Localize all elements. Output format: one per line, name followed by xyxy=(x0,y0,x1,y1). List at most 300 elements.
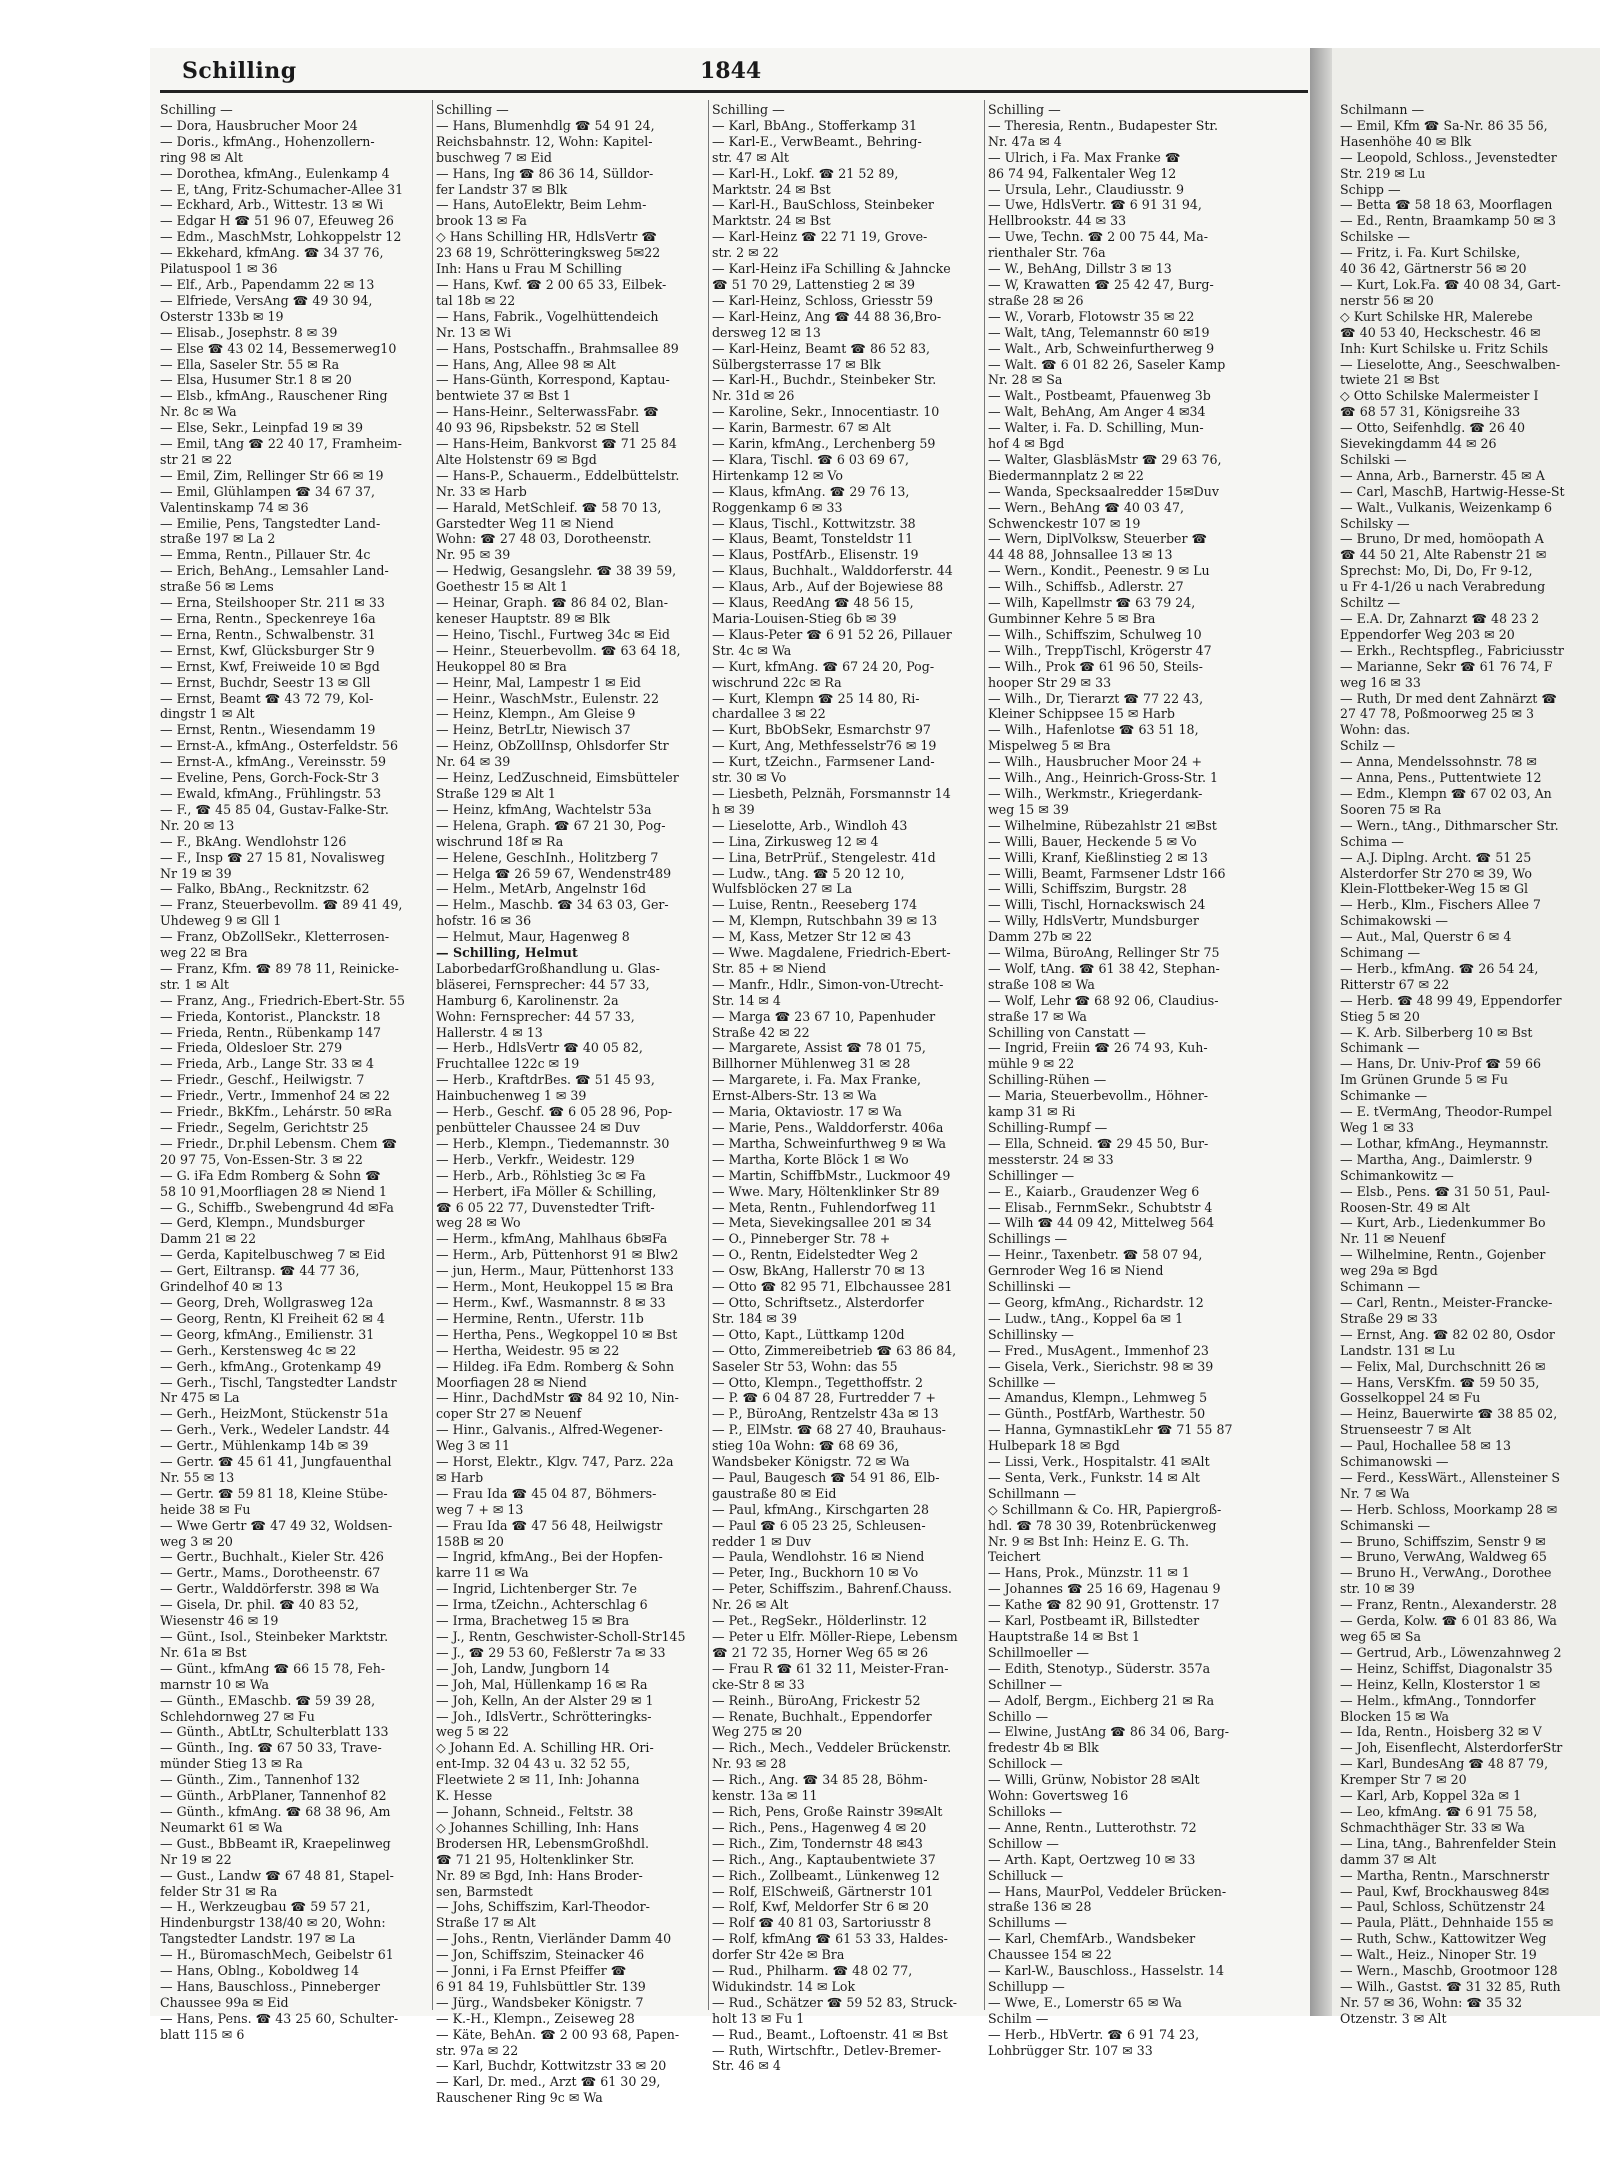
directory-entry-line: — Amandus, Klempn., Lehmweg 5 xyxy=(988,1390,1208,1406)
directory-entry-line: — Wilh., Schiffszim, Schulweg 10 xyxy=(988,626,1202,642)
directory-entry-line: Schillings — xyxy=(988,1231,1068,1247)
directory-entry-line: Kremper Str 7 ✉ 20 xyxy=(1340,1772,1467,1788)
directory-entry-line: — Herb., Klm., Fischers Allee 7 xyxy=(1340,897,1541,913)
directory-entry-line: — Karl, Arb, Koppel 32a ✉ 1 xyxy=(1340,1788,1522,1804)
directory-entry-line: — Hedwig, Gesangslehr. ☎ 38 39 59, xyxy=(436,563,677,579)
directory-entry-line: — Ludw., tAng., Koppel 6a ✉ 1 xyxy=(988,1310,1184,1326)
directory-entry-line: Chaussee 99a ✉ Eid xyxy=(160,1994,289,2010)
directory-entry-line: Str. 46 ✉ 4 xyxy=(712,2058,781,2074)
directory-entry-line: — Kurt, Arb., Liedenkummer Bo xyxy=(1340,1215,1546,1231)
directory-entry-line: stieg 10a Wohn: ☎ 68 69 36, xyxy=(712,1438,899,1454)
directory-entry-line: Tangstedter Landstr. 197 ✉ La xyxy=(160,1931,356,1947)
directory-entry-line: — Otto, Klempn., Tegetthoffstr. 2 xyxy=(712,1374,923,1390)
directory-entry-line: Schimanski — xyxy=(1340,1517,1431,1533)
directory-entry-line: — Ella, Saseler Str. 55 ✉ Ra xyxy=(160,356,340,372)
directory-entry-line: straße 56 ✉ Lems xyxy=(160,579,274,595)
directory-entry-line: — W, Krawatten ☎ 25 42 47, Burg- xyxy=(988,276,1214,292)
directory-entry-line: Wohn: ☎ 27 48 03, Dorotheenstr. xyxy=(436,531,652,547)
directory-entry-line: — E.A. Dr, Zahnarzt ☎ 48 23 2 xyxy=(1340,611,1540,626)
directory-entry-line: — Günth., PostfArb, Warthestr. 50 xyxy=(988,1406,1206,1422)
directory-entry-line: str. 1 ✉ Alt xyxy=(160,976,229,992)
directory-entry-line: messterstr. 24 ✉ 33 xyxy=(988,1151,1114,1167)
directory-entry-line: Schillock — xyxy=(988,1756,1063,1772)
directory-entry-line: — Horst, Elektr., Klgv. 747, Parz. 22a xyxy=(436,1454,674,1470)
directory-entry-line: — Georg, Rentn, Kl Freiheit 62 ✉ 4 xyxy=(160,1310,385,1326)
directory-entry-line: — Friedr., Geschf., Heilwigstr. 7 xyxy=(160,1072,365,1088)
directory-entry-line: — W., Vorarb, Flotowstr 35 ✉ 22 xyxy=(988,308,1195,324)
directory-entry-line: — Ernst-A., kfmAng., Osterfeldstr. 56 xyxy=(160,738,399,754)
directory-entry-line: Biedermannplatz 2 ✉ 22 xyxy=(988,467,1144,483)
directory-entry-line: — Lieselotte, Ang., Seeschwalben- xyxy=(1340,356,1561,372)
directory-entry-line: Weg 1 ✉ 33 xyxy=(1340,1120,1415,1135)
directory-entry-line: weg 16 ✉ 33 xyxy=(1340,674,1421,690)
directory-entry-line: — Heinz, BetrLtr, Niewisch 37 xyxy=(436,722,631,738)
directory-entry-line: — Hanna, GymnastikLehr ☎ 71 55 87 xyxy=(988,1422,1233,1438)
directory-entry-line: Schilling von Canstatt — xyxy=(988,1024,1146,1040)
directory-entry-line: sen, Barmstedt xyxy=(436,1883,533,1899)
directory-entry-line: — Ingrid, kfmAng., Bei der Hopfen- xyxy=(436,1549,663,1565)
directory-entry-line: — Heinz, Bauerwirte ☎ 38 85 02, xyxy=(1340,1406,1558,1422)
directory-entry-line: Weg 275 ✉ 20 xyxy=(712,1724,803,1740)
directory-entry-line: Schilske — xyxy=(1340,229,1410,245)
directory-entry-line: — Willi, Kranf, Kießlinstieg 2 ✉ 13 xyxy=(988,849,1208,865)
directory-entry-line: — Karl-Heinz, Schloss, Griesstr 59 xyxy=(712,292,933,308)
directory-entry-line: — Wilh., Dr, Tierarzt ☎ 77 22 43, xyxy=(988,690,1204,706)
directory-entry-line: — Doris., kfmAng., Hohenzollern- xyxy=(160,133,375,149)
directory-entry-line: straße 108 ✉ Wa xyxy=(988,976,1095,992)
directory-entry-line: blatt 115 ✉ 6 xyxy=(160,2026,245,2042)
directory-entry-line: — Irma, tZeichn., Achterschlag 6 xyxy=(436,1597,648,1613)
directory-entry-line: — Karl, ChemfArb., Wandsbeker xyxy=(988,1931,1196,1947)
directory-entry-line: — Klara, Tischl. ☎ 6 03 69 67, xyxy=(712,451,909,467)
directory-entry-line: — H., Werkzeugbau ☎ 59 57 21, xyxy=(160,1899,371,1915)
directory-entry-line: Reichsbahnstr. 12, Wohn: Kapitel- xyxy=(436,133,653,149)
directory-entry-line: — J., Rentn, Geschwister-Scholl-Str145 xyxy=(436,1629,686,1644)
directory-entry-line: — Wwe. Mary, Höltenklinker Str 89 xyxy=(712,1183,940,1199)
directory-entry-line: — Falko, BbAng., Recknitzstr. 62 xyxy=(160,881,370,897)
directory-entry-line: — Otto, Zimmereibetrieb ☎ 63 86 84, xyxy=(712,1342,957,1358)
directory-entry-line: — Gerh., Verk., Wedeler Landstr. 44 xyxy=(160,1422,390,1438)
directory-entry-line: — Erna, Steilshooper Str. 211 ✉ 33 xyxy=(160,595,385,611)
directory-entry-line: — Leo, kfmAng. ☎ 6 91 75 58, xyxy=(1340,1803,1538,1819)
directory-entry-line: — Else ☎ 43 02 14, Bessemerweg10 xyxy=(160,340,397,356)
directory-entry-line: — Klaus-Peter ☎ 6 91 52 26, Pillauer xyxy=(712,626,952,642)
directory-entry-line: Nr. 64 ✉ 39 xyxy=(436,754,511,770)
directory-entry-line: — O., Pinneberger Str. 78 + xyxy=(712,1231,891,1247)
directory-entry-line: — Hans, VersKfm. ☎ 59 50 35, xyxy=(1340,1374,1540,1390)
directory-entry-line: — Anne, Rentn., Lutterothstr. 72 xyxy=(988,1819,1197,1835)
directory-entry-line: Schilloks — xyxy=(988,1803,1063,1819)
directory-entry-line: — Wilh, Kapellmstr ☎ 63 79 24, xyxy=(988,595,1196,611)
directory-entry-line: — Hildeg. iFa Edm. Romberg & Sohn xyxy=(436,1358,675,1374)
directory-entry-line: — Manfr., Hdlr., Simon-von-Utrecht- xyxy=(712,976,944,992)
directory-entry-line: — Marie, Pens., Walddorferstr. 406a xyxy=(712,1120,944,1135)
directory-entry-line: coper Str 27 ✉ Neuenf xyxy=(436,1406,582,1422)
directory-entry-line: — Lina, BetrPrüf., Stengelestr. 41d xyxy=(712,849,936,865)
directory-entry-line: — Karl-Heinz ☎ 22 71 19, Grove- xyxy=(712,229,928,245)
directory-entry-line: — Peter, Ing., Buckhorn 10 ✉ Vo xyxy=(712,1565,919,1581)
directory-entry-line: Schilz — xyxy=(1340,738,1396,754)
directory-entry-line: weg 22 ✉ Bra xyxy=(160,945,248,961)
directory-entry-line: — Elwine, JustAng ☎ 86 34 06, Barg- xyxy=(988,1724,1230,1740)
directory-entry-line: — Klaus, ReedAng ☎ 48 56 15, xyxy=(712,595,914,611)
directory-entry-line: — Joh, Mal, Hüllenkamp 16 ✉ Ra xyxy=(436,1676,648,1692)
directory-entry-line: Schilmann — xyxy=(1340,102,1425,117)
directory-entry-line: — Günth., Zim., Tannenhof 132 xyxy=(160,1772,360,1788)
directory-entry-line: Schimann — xyxy=(1340,1279,1421,1295)
directory-entry-line: — Ida, Rentn., Hoisberg 32 ✉ V xyxy=(1340,1724,1542,1740)
directory-entry-line: Schilling — xyxy=(160,102,233,117)
directory-entry-line: Schima — xyxy=(1340,833,1404,849)
directory-entry-line: Klein-Flottbeker-Weg 15 ✉ Gl xyxy=(1340,881,1529,897)
directory-entry-line: — Gert, Eiltransp. ☎ 44 77 36, xyxy=(160,1263,360,1279)
directory-entry-line: Nr. 13 ✉ Wi xyxy=(436,324,511,340)
directory-entry-line: brook 13 ✉ Fa xyxy=(436,213,527,229)
directory-entry-line: — Luise, Rentn., Reeseberg 174 xyxy=(712,897,918,913)
directory-entry-line: — Paul, Baugesch ☎ 54 91 86, Elb- xyxy=(712,1469,940,1485)
directory-entry-line: Schimanowski — xyxy=(1340,1454,1449,1470)
column-divider xyxy=(984,100,985,2010)
directory-entry-line: — Frieda, Rentn., Rübenkamp 147 xyxy=(160,1024,382,1040)
directory-entry-line: Straße 17 ✉ Alt xyxy=(436,1915,536,1931)
directory-entry-line: Hindenburgstr 138/40 ✉ 20, Wohn: xyxy=(160,1915,386,1931)
directory-entry-line: Roosen-Str. 49 ✉ Alt xyxy=(1340,1199,1471,1215)
directory-entry-line: — Karl, Buchdr, Kottwitzstr 33 ✉ 20 xyxy=(436,2058,667,2074)
directory-entry-line: — Paul, Kwf, Brockhausweg 84✉ xyxy=(1340,1883,1550,1899)
directory-entry-line: — Johs, Schiffszim, Karl-Theodor- xyxy=(436,1899,650,1915)
directory-entry-line: — Friedr., Dr.phil Lebensm. Chem ☎ xyxy=(160,1135,398,1151)
directory-entry-line: — Kurt, tZeichn., Farmsener Land- xyxy=(712,754,935,770)
directory-entry-line: — Wern., tAng., Dithmarscher Str. xyxy=(1340,817,1559,833)
directory-entry-line: — M, Kass, Metzer Str 12 ✉ 43 xyxy=(712,929,912,945)
directory-entry-line: dersweg 12 ✉ 13 xyxy=(712,324,821,340)
directory-entry-line: — Heinz, LedZuschneid, Eimsbütteler xyxy=(436,770,679,786)
directory-entry-line: — Hans, Ing ☎ 86 36 14, Sülldor- xyxy=(436,165,654,181)
directory-entry-line: 58 10 91,Moorfliagen 28 ✉ Niend 1 xyxy=(160,1183,388,1199)
directory-entry-line: — G., Schiffb., Swebengrund 4d ✉Fa xyxy=(160,1199,394,1215)
directory-entry-line: hooper Str 29 ✉ 33 xyxy=(988,674,1112,690)
directory-entry-line: Inh: Hans u Frau M Schilling xyxy=(436,261,622,277)
directory-entry-line: wischrund 22c ✉ Ra xyxy=(712,674,842,690)
directory-entry-line: — Wolf, Lehr ☎ 68 92 06, Claudius- xyxy=(988,992,1219,1008)
directory-entry-line: — Hans, Fabrik., Vogelhüttendeich xyxy=(436,308,659,324)
directory-entry-line: Nr. 11 ✉ Neuenf xyxy=(1340,1231,1446,1247)
directory-entry-line: ☎ 68 57 31, Königsreihe 33 xyxy=(1340,404,1521,420)
directory-entry-line: — Erna, Rentn., Schwalbenstr. 31 xyxy=(160,626,376,642)
directory-entry-line: — Walt. ☎ 6 01 82 26, Saseler Kamp xyxy=(988,356,1226,372)
directory-entry-line: — Hans, Ang, Allee 98 ✉ Alt xyxy=(436,356,616,372)
directory-entry-line: Schmachthäger Str. 33 ✉ Wa xyxy=(1340,1819,1525,1835)
directory-entry-line: str. 2 ✉ 22 xyxy=(712,245,779,261)
directory-entry-line: — Margarete, i. Fa. Max Franke, xyxy=(712,1072,921,1088)
directory-entry-line: — Martha, Ang., Daimlerstr. 9 xyxy=(1340,1151,1533,1167)
directory-entry-line: Wiesenstr 46 ✉ 19 xyxy=(160,1613,279,1629)
directory-entry-line: münder Stieg 13 ✉ Ra xyxy=(160,1756,303,1772)
page-number: 1844 xyxy=(700,58,762,84)
directory-entry-line: — Lina, tAng., Bahrenfelder Stein xyxy=(1340,1835,1557,1851)
directory-entry-line: — Rolf ☎ 40 81 03, Sartoriusstr 8 xyxy=(712,1915,932,1931)
directory-entry-line: — Heinr., Taxenbetr. ☎ 58 07 94, xyxy=(988,1247,1203,1263)
directory-entry-line: — Herb., kfmAng. ☎ 26 54 24, xyxy=(1340,960,1539,976)
directory-entry-line: — K.-H., Klempn., Zeiseweg 28 xyxy=(436,2010,635,2026)
directory-entry-line: — Herb., KraftdrBes. ☎ 51 45 93, xyxy=(436,1072,655,1088)
directory-entry-line: u Fr 4-1/26 u nach Verabredung xyxy=(1340,579,1546,595)
directory-entry-line: Hulbepark 18 ✉ Bgd xyxy=(988,1438,1120,1454)
directory-entry-line: — Friedr., Segelm, Gerichtstr 25 xyxy=(160,1120,369,1135)
directory-entry-line: — Walter, GlasbläsMstr ☎ 29 63 76, xyxy=(988,451,1222,467)
directory-entry-line: — F., ☎ 45 85 04, Gustav-Falke-Str. xyxy=(160,801,389,817)
directory-entry-line: — Otto ☎ 82 95 71, Elbchaussee 281 xyxy=(712,1279,953,1295)
directory-entry-line: Grindelhof 40 ✉ 13 xyxy=(160,1279,283,1295)
directory-entry-line: — Ferd., KessWärt., Allensteiner S xyxy=(1340,1469,1561,1485)
directory-entry-line: — Heinz, Schiffst, Diagonalstr 35 xyxy=(1340,1660,1553,1676)
directory-entry-line: — Gertrud, Arb., Löwenzahnweg 2 xyxy=(1340,1644,1562,1660)
directory-entry-line: weg 15 ✉ 39 xyxy=(988,801,1069,817)
directory-entry-line: Nr 19 ✉ 39 xyxy=(160,865,232,881)
directory-entry-line: — Herb. ☎ 48 99 49, Eppendorfer xyxy=(1340,992,1562,1008)
directory-entry-line: — Erich, BehAng., Lemsahler Land- xyxy=(160,563,389,579)
directory-entry-line: — Marianne, Sekr ☎ 61 76 74, F xyxy=(1340,658,1553,674)
directory-entry-line: — Heinz, Kelln, Klosterstor 1 ✉ xyxy=(1340,1676,1541,1692)
directory-entry-line: Fleetwiete 2 ✉ 11, Inh: Johanna xyxy=(436,1772,640,1788)
directory-entry-line: — Hinr., Galvanis., Alfred-Wegener- xyxy=(436,1422,663,1438)
directory-entry-line: Nr. 20 ✉ 13 xyxy=(160,817,235,833)
directory-entry-line: — Hermine, Rentn., Uferstr. 11b xyxy=(436,1310,644,1326)
directory-entry-line: str. 30 ✉ Vo xyxy=(712,770,787,786)
directory-entry-line: — Walt, BehAng, Am Anger 4 ✉34 xyxy=(988,404,1206,420)
directory-entry-line: — Joh, Eisenflecht, AlsterdorferStr xyxy=(1340,1740,1563,1756)
directory-entry-line: Schiltz — xyxy=(1340,595,1401,611)
directory-entry-line: Schilluck — xyxy=(988,1867,1064,1883)
directory-entry-line: — Arth. Kapt, Oertzweg 10 ✉ 33 xyxy=(988,1851,1196,1867)
directory-entry-line: dingstr 1 ✉ Alt xyxy=(160,706,255,722)
directory-entry-line: — Senta, Verk., Funkstr. 14 ✉ Alt xyxy=(988,1469,1200,1485)
directory-entry-line: — Hans-Günth, Korrespond, Kaptau- xyxy=(436,372,670,388)
directory-entry-line: — Ernst, Rentn., Wiesendamm 19 xyxy=(160,722,376,738)
directory-entry-line: — Klaus, Beamt, Tonsteldstr 11 xyxy=(712,531,914,547)
directory-entry-line: — Bruno, VerwAng, Waldweg 65 xyxy=(1340,1549,1547,1565)
directory-entry-line: — Ernst-A., kfmAng., Vereinsstr. 59 xyxy=(160,754,386,770)
directory-entry-line: Billhorner Mühlenweg 31 ✉ 28 xyxy=(712,1056,911,1072)
directory-entry-line: — Ella, Schneid. ☎ 29 45 50, Bur- xyxy=(988,1135,1209,1151)
directory-entry-line: — E. tVermAng, Theodor-Rumpel xyxy=(1340,1104,1553,1120)
directory-entry-line: ◇ Kurt Schilske HR, Malerebe xyxy=(1340,308,1533,324)
directory-entry-line: — Paula, Plätt., Dehnhaide 155 ✉ xyxy=(1340,1915,1554,1931)
directory-entry-line: — Günth., EMaschb. ☎ 59 39 28, xyxy=(160,1692,376,1708)
directory-entry-line: — Margarete, Assist ☎ 78 01 75, xyxy=(712,1040,926,1056)
directory-entry-line: — Wern., Kondit., Peenestr. 9 ✉ Lu xyxy=(988,563,1210,579)
directory-entry-line: weg 65 ✉ Sa xyxy=(1340,1629,1422,1644)
directory-entry-line: — Frieda, Arb., Lange Str. 33 ✉ 4 xyxy=(160,1056,375,1072)
directory-entry-line: — Frieda, Oldesloer Str. 279 xyxy=(160,1040,343,1056)
directory-entry-line: Schillow — xyxy=(988,1835,1059,1851)
directory-entry-line: Schillums — xyxy=(988,1915,1067,1931)
directory-entry-line: — Heinz, ObZollInsp, Ohlsdorfer Str xyxy=(436,738,669,754)
directory-entry-line: Schilm — xyxy=(988,2010,1049,2026)
directory-entry-line: — Adolf, Bergm., Eichberg 21 ✉ Ra xyxy=(988,1692,1215,1708)
directory-entry-line: — Marga ☎ 23 67 10, Papenhuder xyxy=(712,1008,936,1024)
directory-entry-line: — Walt, tAng, Telemannstr 60 ✉19 xyxy=(988,324,1210,340)
directory-entry-line: — Carl, Rentn., Meister-Francke- xyxy=(1340,1294,1553,1310)
directory-entry-line: ☎ 6 05 22 77, Duvenstedter Trift- xyxy=(436,1199,655,1215)
page-gutter xyxy=(1310,48,1332,2016)
directory-entry-line: — Hans, Bauschloss., Pinneberger xyxy=(160,1978,380,1994)
directory-entry-line: — Hertha, Weidestr. 95 ✉ 22 xyxy=(436,1342,620,1358)
directory-entry-line: — Karl, BundesAng ☎ 48 87 79, xyxy=(1340,1756,1549,1772)
directory-entry-line: Garstedter Weg 11 ✉ Niend xyxy=(436,515,614,531)
directory-entry-line: — Ernst, Beamt ☎ 43 72 79, Kol- xyxy=(160,690,374,706)
directory-entry-line: Hellbrookstr. 44 ✉ 33 xyxy=(988,213,1127,229)
directory-entry-line: 40 36 42, Gärtnerstr 56 ✉ 20 xyxy=(1340,261,1527,277)
directory-entry-line: Str. 4c ✉ Wa xyxy=(712,642,792,658)
directory-entry-line: — M, Klempn, Rutschbahn 39 ✉ 13 xyxy=(712,913,938,929)
directory-entry-line: Mispelweg 5 ✉ Bra xyxy=(988,738,1111,754)
directory-entry-line: — Hans, Kwf. ☎ 2 00 65 33, Eilbek- xyxy=(436,276,667,292)
directory-entry-line: — Wwe, E., Lomerstr 65 ✉ Wa xyxy=(988,1994,1182,2010)
directory-entry-line: straße 136 ✉ 28 xyxy=(988,1899,1092,1915)
directory-entry-line: Hasenhöhe 40 ✉ Blk xyxy=(1340,133,1472,149)
directory-entry-line: — Willi, Schiffszim, Burgstr. 28 xyxy=(988,881,1187,897)
directory-entry-line: — Franz, Ang., Friedrich-Ebert-Str. 55 xyxy=(160,992,406,1008)
directory-entry-line: — Ludw., tAng. ☎ 5 20 12 10, xyxy=(712,865,905,881)
directory-entry-line: — Hans-P., Schauerm., Eddelbüttelstr. xyxy=(436,467,680,483)
directory-entry-line: — Karl-Heinz iFa Schilling & Jahncke xyxy=(712,261,951,277)
directory-entry-line: — Hertha, Pens., Wegkoppel 10 ✉ Bst xyxy=(436,1326,678,1342)
directory-entry-line: — Ingrid, Freiin ☎ 26 74 93, Kuh- xyxy=(988,1040,1208,1056)
directory-entry-line: — Helga ☎ 26 59 67, Wendenstr489 xyxy=(436,865,672,881)
directory-entry-line: — Edith, Stenotyp., Süderstr. 357a xyxy=(988,1660,1211,1676)
directory-entry-line: weg 7 + ✉ 13 xyxy=(436,1501,524,1517)
directory-entry-line: ✉ Harb xyxy=(436,1469,484,1485)
directory-entry-line: Schillupp — xyxy=(988,1978,1065,1994)
directory-entry-line: chardallee 3 ✉ 22 xyxy=(712,706,826,722)
directory-entry-line: — Rich, Pens, Große Rainstr 39✉Alt xyxy=(712,1803,943,1819)
directory-entry-line: — Herb., Geschf. ☎ 6 05 28 96, Pop- xyxy=(436,1104,673,1120)
directory-entry-line: — Carl, MaschB, Hartwig-Hesse-St xyxy=(1340,483,1565,499)
directory-entry-line: — Dorothea, kfmAng., Eulenkamp 4 xyxy=(160,165,390,181)
directory-entry-line: 44 48 88, Johnsallee 13 ✉ 13 xyxy=(988,547,1173,563)
directory-entry-line: — Emil, tAng ☎ 22 40 17, Framheim- xyxy=(160,436,402,452)
directory-entry-line: — Kurt, kfmAng. ☎ 67 24 20, Pog- xyxy=(712,658,935,674)
directory-entry-line: — Meta, Rentn., Fuhlendorfweg 11 xyxy=(712,1199,937,1215)
directory-entry-line: 23 68 19, Schrötteringksweg 5✉22 xyxy=(436,245,661,261)
directory-entry-line: heide 38 ✉ Fu xyxy=(160,1501,251,1517)
directory-entry-line: — Rolf, kfmAng ☎ 61 53 33, Haldes- xyxy=(712,1931,948,1947)
directory-entry-line: — Herb., HbVertr. ☎ 6 91 74 23, xyxy=(988,2026,1200,2042)
directory-entry-line: K. Hesse xyxy=(436,1788,493,1804)
directory-entry-line: str 21 ✉ 22 xyxy=(160,451,233,467)
directory-entry-line: — Wilh., Ang., Heinrich-Gross-Str. 1 xyxy=(988,770,1219,786)
directory-entry-line: Landstr. 131 ✉ Lu xyxy=(1340,1342,1456,1358)
directory-entry-line: — A.J. Diplng. Archt. ☎ 51 25 xyxy=(1340,849,1532,865)
directory-entry-line: — Hans, AutoElektr, Beim Lehm- xyxy=(436,197,647,213)
directory-entry-line: — Reinh., BüroAng, Frickestr 52 xyxy=(712,1692,921,1708)
directory-entry-line: — Wern, DiplVolksw, Steuerber ☎ xyxy=(988,531,1208,547)
directory-entry-line: Nr. 95 ✉ 39 xyxy=(436,547,511,563)
directory-entry-line: Widukindstr. 14 ✉ Lok xyxy=(712,1978,856,1994)
directory-entry-line: — Günt., Isol., Steinbeker Marktstr. xyxy=(160,1629,389,1644)
directory-entry-line: — Gertr., Buchhalt., Kieler Str. 426 xyxy=(160,1549,384,1565)
directory-entry-line: — Herbert, iFa Möller & Schilling, xyxy=(436,1183,657,1199)
directory-entry-line: — Gerh., Kerstensweg 4c ✉ 22 xyxy=(160,1342,357,1358)
directory-entry-line: — Günth., ArbPlaner, Tannenhof 82 xyxy=(160,1788,387,1804)
directory-entry-line: mühle 9 ✉ 22 xyxy=(988,1056,1075,1072)
directory-entry-line: — Wilh., Hausbrucher Moor 24 + xyxy=(988,754,1203,770)
directory-entry-line: — Elsa, Husumer Str.1 8 ✉ 20 xyxy=(160,372,352,388)
directory-entry-line: kenstr. 13a ✉ 11 xyxy=(712,1788,818,1804)
directory-entry-line: weg 28 ✉ Wo xyxy=(436,1215,521,1231)
directory-entry-line: — Emil, Zim, Rellinger Str 66 ✉ 19 xyxy=(160,467,384,483)
directory-entry-line: ◇ Otto Schilske Malermeister I xyxy=(1340,388,1539,404)
directory-entry-line: damm 37 ✉ Alt xyxy=(1340,1851,1437,1867)
directory-entry-line: marnstr 10 ✉ Wa xyxy=(160,1676,270,1692)
directory-entry-line: Schillmoeller — xyxy=(988,1644,1089,1660)
directory-entry-line: h ✉ 39 xyxy=(712,801,755,817)
directory-entry-line: Neumarkt 61 ✉ Wa xyxy=(160,1819,283,1835)
directory-entry-line: Nr. 26 ✉ Alt xyxy=(712,1597,789,1613)
directory-entry-line: — Jonni, i Fa Ernst Pfeiffer ☎ xyxy=(436,1963,627,1979)
directory-entry-line: Damm 21 ✉ 22 xyxy=(160,1231,257,1247)
directory-entry-line: Uhdeweg 9 ✉ Gll 1 xyxy=(160,913,282,929)
directory-entry-line: — Ekkehard, kfmAng. ☎ 34 37 76, xyxy=(160,245,384,261)
directory-entry-line: — Emilie, Pens, Tangstedter Land- xyxy=(160,515,381,531)
directory-entry-line: Sooren 75 ✉ Ra xyxy=(1340,801,1442,817)
directory-entry-line: — Johannes ☎ 25 16 69, Hagenau 9 xyxy=(988,1581,1221,1597)
directory-entry-line: — Wern., Maschb, Grootmoor 128 xyxy=(1340,1963,1558,1979)
directory-entry-line: Pilatuspool 1 ✉ 36 xyxy=(160,261,278,277)
directory-entry-line: — Ursula, Lehr., Claudiusstr. 9 xyxy=(988,181,1185,197)
directory-entry-line: Wulfsblöcken 27 ✉ La xyxy=(712,881,853,897)
directory-entry-line: — Herm., Mont, Heukoppel 15 ✉ Bra xyxy=(436,1279,674,1295)
directory-entry-line: Schillo — xyxy=(988,1708,1049,1724)
directory-entry-line: — Ed., Rentn, Braamkamp 50 ✉ 3 xyxy=(1340,213,1557,229)
directory-entry-line: — Heinr., WaschMstr., Eulenstr. 22 xyxy=(436,690,659,706)
directory-entry-line: — Paul, Hochallee 58 ✉ 13 xyxy=(1340,1438,1511,1454)
directory-entry-line: Ritterstr 67 ✉ 22 xyxy=(1340,976,1450,992)
directory-entry-line: — Gisela, Dr. phil. ☎ 40 83 52, xyxy=(160,1597,359,1613)
running-head-name: Schilling xyxy=(182,58,297,84)
directory-entry-line: Kleiner Schippsee 15 ✉ Harb xyxy=(988,706,1175,722)
directory-entry-line: Damm 27b ✉ 22 xyxy=(988,929,1093,945)
directory-entry-line: — Georg, Dreh, Wollgrasweg 12a xyxy=(160,1294,374,1310)
directory-entry-line: Blocken 15 ✉ Wa xyxy=(1340,1708,1450,1724)
directory-entry-line: — Erna, Rentn., Speckenreye 16a xyxy=(160,611,376,626)
directory-column-5 xyxy=(1340,102,1598,2027)
directory-entry-line: — Franz, Rentn., Alexanderstr. 28 xyxy=(1340,1597,1557,1613)
directory-entry-line: — P. ☎ 6 04 87 28, Furtredder 7 + xyxy=(712,1390,936,1406)
directory-entry-line: — Emil, Glühlampen ☎ 34 67 37, xyxy=(160,483,375,499)
directory-entry-line: — Eveline, Pens, Gorch-Fock-Str 3 xyxy=(160,770,380,786)
directory-entry-line: — Gerd, Klempn., Mundsburger xyxy=(160,1215,365,1231)
directory-entry-line: hof 4 ✉ Bgd xyxy=(988,436,1065,452)
directory-entry-line: Maria-Louisen-Stieg 6b ✉ 39 xyxy=(712,611,897,626)
directory-entry-line: — Joh, Kelln, An der Alster 29 ✉ 1 xyxy=(436,1692,654,1708)
directory-entry-line: — Paula, Wendlohstr. 16 ✉ Niend xyxy=(712,1549,925,1565)
directory-entry-line: — Irma, Brachetweg 15 ✉ Bra xyxy=(436,1613,630,1629)
directory-entry-line: Otzenstr. 3 ✉ Alt xyxy=(1340,2010,1447,2026)
directory-entry-line: — Willi, Tischl, Hornackswisch 24 xyxy=(988,897,1206,913)
directory-entry-line: Osterstr 133b ✉ 19 xyxy=(160,308,284,324)
directory-entry-line: Nr. 57 ✉ 36, Wohn: ☎ 35 32 xyxy=(1340,1994,1523,2010)
directory-entry-line: — Wilh., TreppTischl, Krögerstr 47 xyxy=(988,642,1212,658)
directory-entry-line: — Hans, Oblng., Koboldweg 14 xyxy=(160,1963,359,1979)
directory-entry-line: weg 3 ✉ 20 xyxy=(160,1533,233,1549)
directory-entry-line: str. 47 ✉ Alt xyxy=(712,149,789,165)
directory-entry-line: — Gisela, Verk., Sierichstr. 98 ✉ 39 xyxy=(988,1358,1214,1374)
directory-entry-line: — Edgar H ☎ 51 96 07, Efeuweg 26 xyxy=(160,213,394,229)
directory-entry-line: — Ewald, kfmAng., Frühlingstr. 53 xyxy=(160,785,382,801)
directory-entry-line: — Herb., Arb., Röhlstieg 3c ✉ Fa xyxy=(436,1167,646,1183)
